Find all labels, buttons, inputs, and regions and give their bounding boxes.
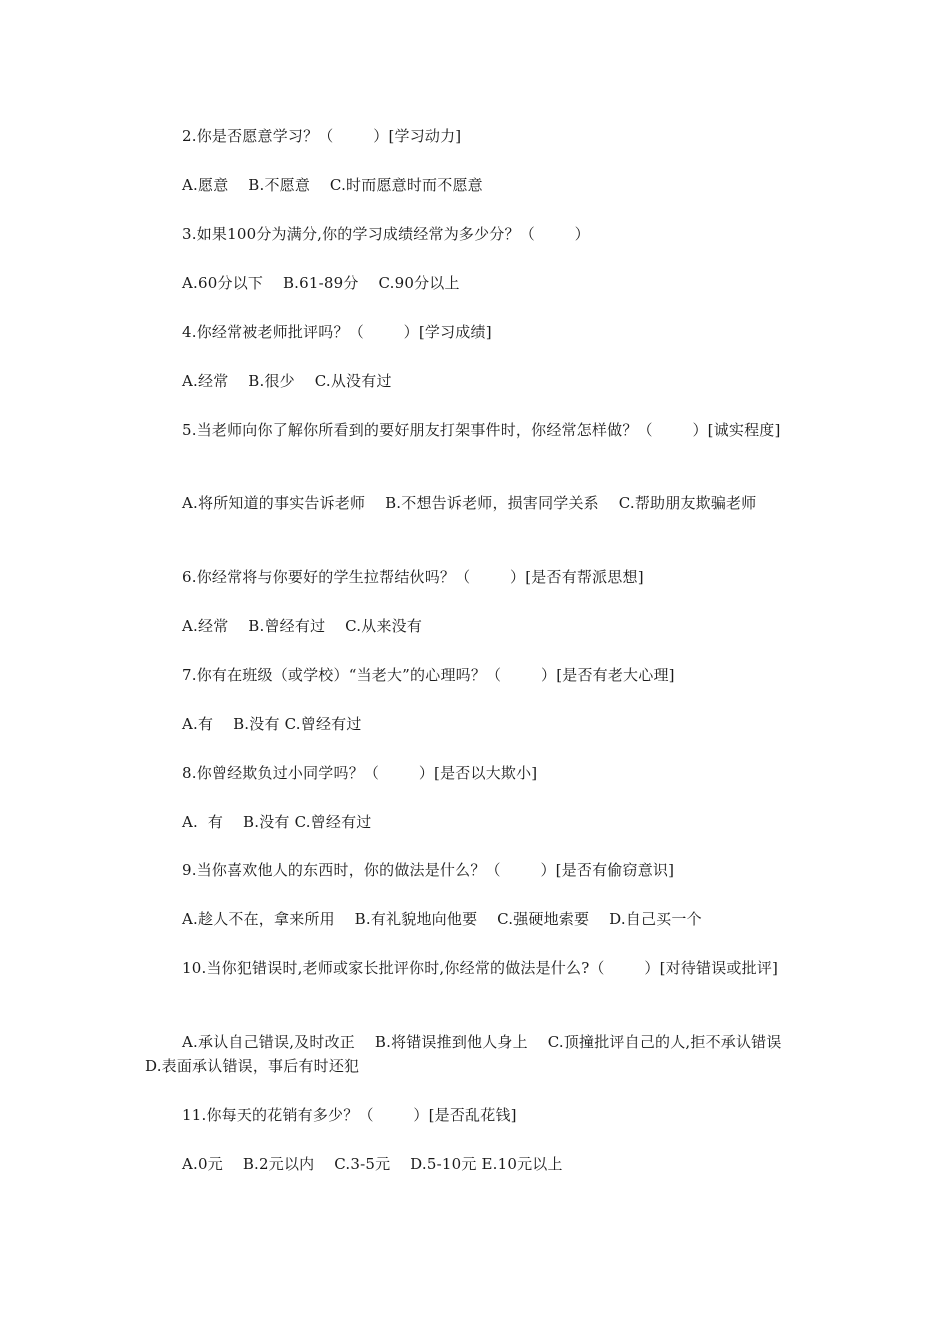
options-4: A.经常 B.很少 C.从没有过: [182, 372, 392, 390]
question-7: 7.你有在班级（或学校）“当老大”的心理吗？（ ）[是否有老大心理]: [182, 666, 675, 684]
question-11: 11.你每天的花销有多少？（ ）[是否乱花钱]: [182, 1106, 517, 1124]
question-8: 8.你曾经欺负过小同学吗？（ ）[是否以大欺小]: [182, 764, 538, 782]
question-5: 5.当老师向你了解你所看到的要好朋友打架事件时，你经常怎样做？（ ）[诚实程度]: [182, 421, 781, 439]
question-4: 4.你经常被老师批评吗？（ ）[学习成绩]: [182, 323, 492, 341]
question-9: 9.当你喜欢他人的东西时，你的做法是什么？（ ）[是否有偷窃意识]: [182, 861, 675, 879]
options-3: A.60分以下 B.61-89分 C.90分以上: [182, 274, 460, 292]
question-6: 6.你经常将与你要好的学生拉帮结伙吗？（ ）[是否有帮派思想]: [182, 568, 644, 586]
options-5: A.将所知道的事实告诉老师 B.不想告诉老师，损害同学关系 C.帮助朋友欺骗老师: [182, 494, 757, 512]
options-7: A.有 B.没有 C.曾经有过: [182, 715, 362, 733]
question-2: 2.你是否愿意学习？（ ）[学习动力]: [182, 127, 462, 145]
options-10: A.承认自己错误,及时改正 B.将错误推到他人身上 C.顶撞批评自己的人,拒不承认错误 D.表面承认错误，事后有时还犯: [145, 1033, 802, 1075]
options-9: A.趁人不在，拿来所用 B.有礼貌地向他要 C.强硬地索要 D.自己买一个: [182, 910, 702, 928]
options-6: A.经常 B.曾经有过 C.从来没有: [182, 617, 423, 635]
question-10: 10.当你犯错误时,老师或家长批评你时,你经常的做法是什么?（ ）[对待错误或批评]: [182, 959, 779, 977]
options-2: A.愿意 B.不愿意 C.时而愿意时而不愿意: [182, 176, 483, 194]
options-11: A.0元 B.2元以内 C.3-5元 D.5-10元 E.10元以上: [182, 1155, 563, 1173]
options-8: A. 有 B.没有 C.曾经有过: [182, 813, 372, 831]
question-3: 3.如果100分为满分,你的学习成绩经常为多少分？（ ）: [182, 225, 590, 243]
